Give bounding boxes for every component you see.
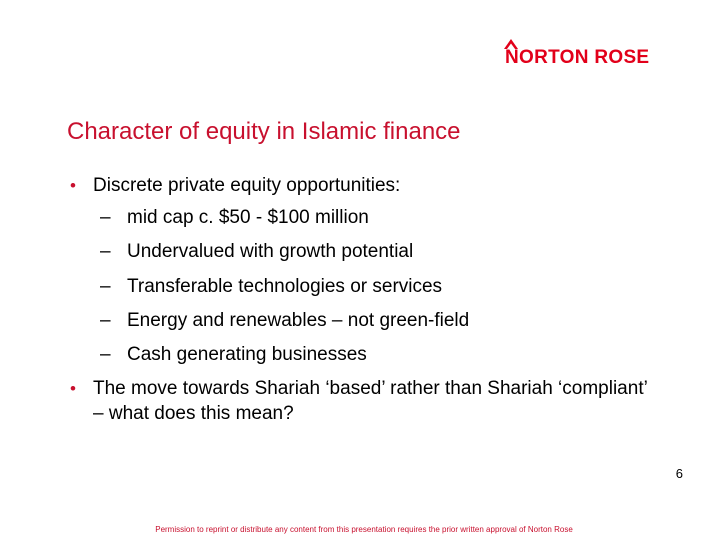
logo-wordmark: NORTON ROSE [505,47,650,68]
bullet-item: The move towards Shariah ‘based’ rather than Shariah ‘compliant’ – what does this mean? [93,378,648,424]
bullet-marker: • [70,176,76,195]
footer-permission-notice: Permission to reprint or distribute any content from this presentation requires the prior written approval of Norton Rose [155,525,573,534]
sub-bullet-item: Undervalued with growth potential [127,241,414,262]
sub-bullet-item: Energy and renewables – not green-field [127,310,470,331]
bullet-item: Discrete private equity opportunities: [93,175,401,196]
sub-bullet-item: Cash generating businesses [127,344,367,365]
sub-bullet-marker: – [100,344,111,365]
sub-bullet-marker: – [100,276,111,297]
sub-bullet-marker: – [100,241,111,262]
bullet-marker: • [70,379,76,398]
slide-title: Character of equity in Islamic finance [67,118,461,145]
sub-bullet-marker: – [100,207,111,228]
page-number: 6 [675,466,683,481]
sub-bullet-marker: – [100,310,111,331]
sub-bullet-item: mid cap c. $50 - $100 million [127,207,369,228]
sub-bullet-item: Transferable technologies or services [127,276,443,297]
